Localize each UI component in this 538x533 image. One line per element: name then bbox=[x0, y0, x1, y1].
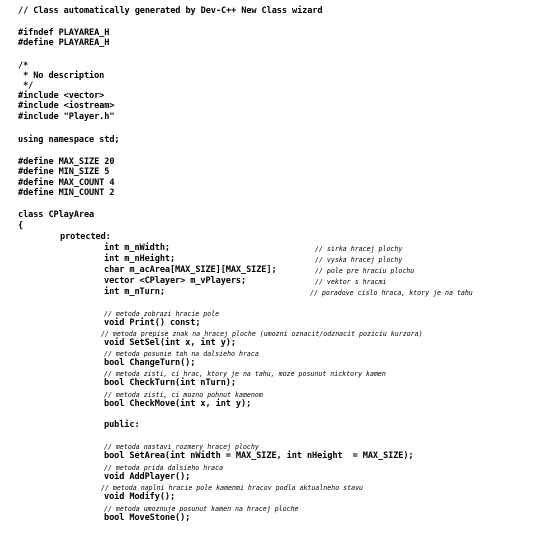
method-comment: // metoda posunie tah na dalsieho hraca bbox=[104, 350, 259, 358]
method-comment: // metoda prepise znak na hracej ploche (umozni oznacit/odznacit poziciu kurzora) bbox=[101, 330, 423, 338]
member-comment: // vektor s hracmi bbox=[315, 278, 387, 286]
define-guard-line: #define PLAYAREA_H bbox=[18, 38, 110, 48]
protected-label: protected: bbox=[60, 232, 111, 242]
include-line: #include <vector> bbox=[18, 91, 105, 101]
define-line: #define MAX_SIZE 20 bbox=[18, 157, 115, 167]
method-code: void Modify(); bbox=[104, 492, 176, 502]
method-code: bool ChangeTurn(); bbox=[104, 358, 196, 368]
method-code: void Print() const; bbox=[104, 318, 201, 328]
member-comment: // pole pre hraciu plochu bbox=[315, 267, 415, 275]
method-code: void AddPlayer(); bbox=[104, 472, 191, 482]
include-line: #include <iostream> bbox=[18, 101, 115, 111]
method-comment: // metoda prida dalsieho hraca bbox=[104, 464, 224, 472]
method-code: bool CheckTurn(int nTurn); bbox=[104, 378, 236, 388]
member-comment: // sirka hracej plochy bbox=[315, 245, 403, 253]
include-line: #include "Player.h" bbox=[18, 112, 115, 122]
doc-comment-open: /* bbox=[18, 61, 29, 71]
method-comment: // metoda zobrazi hracie pole bbox=[104, 310, 220, 318]
method-comment: // metoda zisti, ci mozno pohnut kamenom bbox=[104, 391, 263, 399]
member-code: int m_nTurn; bbox=[104, 287, 165, 297]
method-code: void SetSel(int x, int y); bbox=[104, 338, 236, 348]
public-label: public: bbox=[104, 420, 140, 430]
method-comment: // metoda naplni hracie pole kamenmi hracov podla aktualneho stavu bbox=[101, 484, 364, 492]
ifndef-line: #ifndef PLAYAREA_H bbox=[18, 28, 110, 38]
class-open-brace: { bbox=[18, 221, 24, 231]
method-code: bool SetArea(int nWidth = MAX_SIZE, int nHeight = MAX_SIZE); bbox=[104, 451, 414, 461]
method-comment: // metoda umoznuje posunut kamen na hracej ploche bbox=[104, 505, 299, 513]
member-code: int m_nWidth; bbox=[104, 243, 170, 253]
member-comment: // poradove cislo hraca, ktory je na tahu bbox=[310, 289, 473, 297]
method-code: bool CheckMove(int x, int y); bbox=[104, 399, 252, 409]
doc-comment-close: */ bbox=[18, 81, 34, 91]
method-code: bool MoveStone(); bbox=[104, 513, 191, 523]
define-line: #define MAX_COUNT 4 bbox=[18, 178, 115, 188]
doc-comment-text: * No description bbox=[18, 71, 105, 81]
member-comment: // vyska hracej plochy bbox=[315, 256, 403, 264]
member-code: char m_acArea[MAX_SIZE][MAX_SIZE]; bbox=[104, 265, 277, 275]
define-line: #define MIN_SIZE 5 bbox=[18, 167, 110, 177]
header-comment: // Class automatically generated by Dev-C++ New Class wizard bbox=[18, 6, 323, 16]
member-code: int m_nHeight; bbox=[104, 254, 176, 264]
method-comment: // metoda nastavi rozmery hracej plochy bbox=[104, 443, 259, 451]
member-code: vector <CPlayer> m_vPlayers; bbox=[104, 276, 247, 286]
define-line: #define MIN_COUNT 2 bbox=[18, 188, 115, 198]
using-namespace-line: using namespace std; bbox=[18, 135, 120, 145]
class-declaration: class CPlayArea bbox=[18, 210, 95, 220]
method-comment: // metoda zisti, ci hrac, ktory je na tahu, moze posunut nicktory kamen bbox=[104, 370, 386, 378]
